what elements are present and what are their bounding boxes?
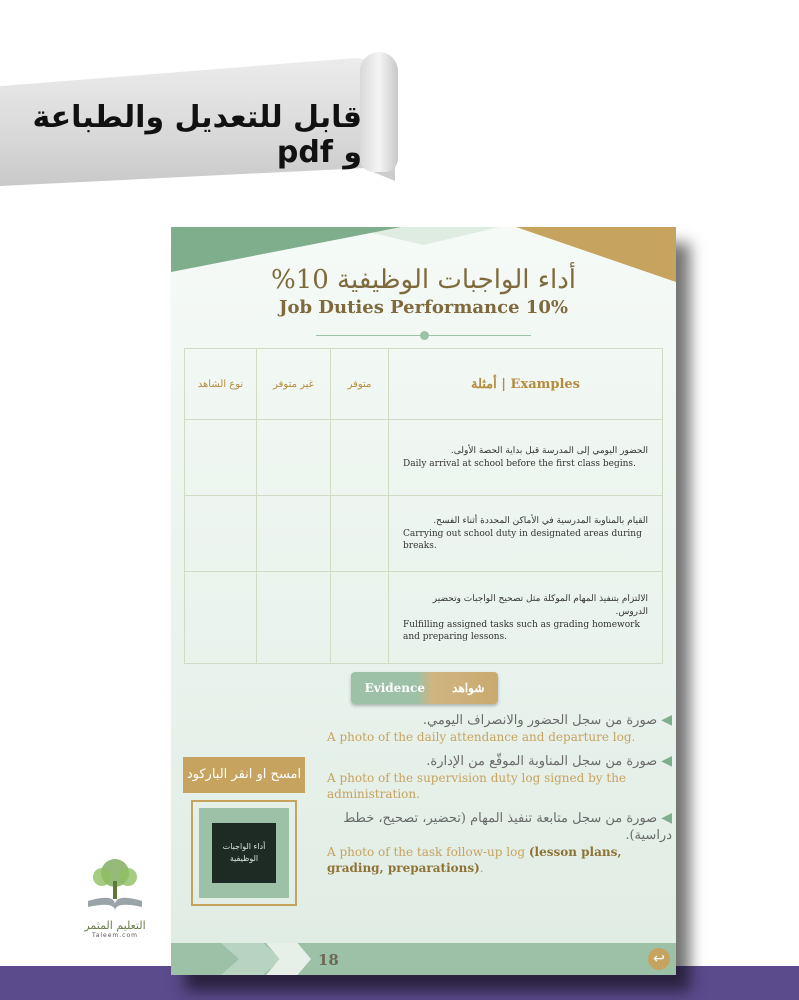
example-ar: الالتزام بتنفيذ المهام الموكلة مثل تصحيح الواجبات وتحضير الدروس. — [432, 593, 648, 617]
evidence-en: A photo of the supervision duty log signed by the administration. — [327, 771, 627, 801]
list-item — [327, 810, 672, 876]
cell-example — [389, 496, 663, 572]
table-row — [185, 496, 663, 572]
evidence-ar: صورة من سجل متابعة تنفيذ المهام (تحضير، تصحيح، خطط دراسية). — [343, 811, 672, 843]
evidence-en — [327, 844, 672, 876]
evidence-label-en: Evidence — [364, 681, 425, 695]
cell-not-available[interactable] — [257, 420, 331, 496]
evidence-ar: صورة من سجل الحضور والانصراف اليومي. — [422, 713, 658, 728]
evidence-ar: صورة من سجل المناوبة الموقّع من الإدارة. — [426, 754, 658, 769]
header-examples: Examples | أمثلة — [389, 349, 663, 420]
table-header-row — [185, 349, 663, 420]
table-row — [185, 572, 663, 664]
site-logo — [70, 855, 160, 939]
example-en: Carrying out school duty in designated areas during breaks. — [403, 529, 642, 551]
back-arrow-icon[interactable]: ↩ — [648, 948, 670, 970]
page-title-arabic: أداء الواجبات الوظيفية 10% — [270, 265, 577, 295]
header-available: متوفر — [331, 349, 389, 420]
qr-label: أداء الواجبات الوظيفية — [212, 823, 276, 883]
header-not-available: غير متوفر — [257, 349, 331, 420]
qr-link[interactable] — [191, 800, 297, 906]
page-title-english: Job Duties Performance 10% — [279, 297, 568, 318]
document-page — [171, 227, 676, 975]
page-number: 18 — [318, 951, 339, 969]
list-item — [327, 753, 672, 802]
example-en: Fulfilling assigned tasks such as grading homework and preparing lessons. — [403, 619, 640, 642]
duties-table — [184, 348, 663, 664]
cell-example — [389, 572, 663, 664]
evidence-en-bold: (lesson plans, grading, preparations) — [327, 845, 622, 875]
evidence-en-end: . — [479, 861, 484, 875]
cell-evidence-type[interactable] — [185, 496, 257, 572]
evidence-en: A photo of the daily attendance and departure log. — [327, 730, 636, 744]
cell-available[interactable] — [331, 572, 389, 664]
cell-evidence-type[interactable] — [185, 572, 257, 664]
banner-text: قابل للتعديل والطباعة و pdf — [32, 100, 362, 170]
scan-barcode-button[interactable]: امسح او انقر الباركود — [183, 757, 305, 793]
evidence-button[interactable] — [351, 672, 498, 704]
divider-dot — [420, 331, 429, 340]
cell-available[interactable] — [331, 420, 389, 496]
cell-not-available[interactable] — [257, 572, 331, 664]
cell-available[interactable] — [331, 496, 389, 572]
example-en: Daily arrival at school before the first class begins. — [403, 459, 636, 469]
logo-name: التعليم المثمر — [84, 919, 146, 932]
evidence-list — [327, 712, 672, 884]
arrow-left-icon: ◀ — [661, 810, 672, 826]
page-footer — [171, 943, 676, 975]
example-ar: القيام بالمناوبة المدرسية في الأماكن المحددة أثناء الفسح. — [433, 516, 648, 526]
tree-book-icon — [80, 855, 150, 915]
banner-curl — [360, 52, 398, 172]
header-evidence-type: نوع الشاهد — [185, 349, 257, 420]
logo-url: Taleem.com — [92, 932, 138, 939]
cell-example — [389, 420, 663, 496]
table-row — [185, 420, 663, 496]
cell-evidence-type[interactable] — [185, 420, 257, 496]
arrow-left-icon: ◀ — [661, 712, 672, 728]
arrow-left-icon: ◀ — [661, 753, 672, 769]
evidence-label-ar: شواهد — [452, 681, 485, 695]
example-ar: الحضور اليومي إلى المدرسة قبل بداية الحصة الأولى. — [450, 446, 648, 456]
cell-not-available[interactable] — [257, 496, 331, 572]
list-item — [327, 712, 672, 745]
evidence-en-plain: A photo of the task follow-up log — [327, 845, 529, 859]
